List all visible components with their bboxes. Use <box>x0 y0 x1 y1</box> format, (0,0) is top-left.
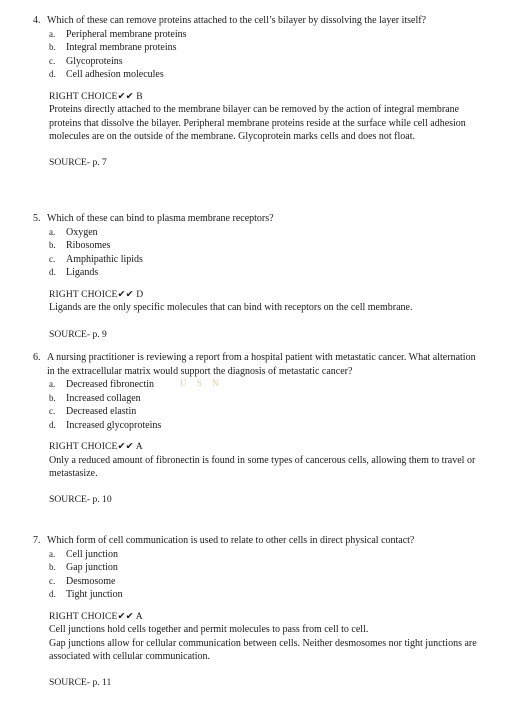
explanation: Proteins directly attached to the membrane bilayer can be removed by the action of integral membrane proteins that dissolve the bilayer. Peripheral membrane proteins reside at the surface while cell adhesion molecules are on the outside of the membrane. Glycoprotein marks cells and does not float. <box>49 104 466 142</box>
option-d: d. Ligands <box>49 267 99 279</box>
source-reference: SOURCE- p. 9 <box>49 328 107 340</box>
question-number: 4. <box>33 15 41 26</box>
option-d: d. Cell adhesion molecules <box>49 69 164 81</box>
options-list <box>33 548 483 602</box>
question-number: 5. <box>33 213 41 224</box>
question-stem <box>33 14 483 28</box>
options-list <box>33 226 483 280</box>
option-a: a. Cell junction <box>49 548 118 560</box>
right-choice: RIGHT CHOICE✔✔ D <box>49 288 144 300</box>
option-a: a. Oxygen <box>49 226 98 238</box>
right-choice: RIGHT CHOICE✔✔ B <box>49 90 143 102</box>
explanation-line-1: Cell junctions hold cells together and permit molecules to pass from cell to cell. <box>49 624 369 636</box>
explanation-line-2: Gap junctions allow for cellular communication between cells. Neither desmosomes nor tight junctions are associated with cellular communication. <box>49 637 477 662</box>
option-a: a. Decreased fibronectin <box>49 379 155 390</box>
explanation: Ligands are the only specific molecules that can bind with receptors on the cell membrane. <box>49 302 413 314</box>
source-reference: SOURCE- p. 10 <box>49 494 112 506</box>
option-b: b. Ribosomes <box>49 240 111 252</box>
option-c: c. Amphipathic lipids <box>49 253 143 265</box>
question-number: 7. <box>33 535 41 546</box>
option-c: c. Desmosome <box>49 575 116 587</box>
watermark: U S N <box>180 378 223 388</box>
question-5 <box>33 212 483 341</box>
source-reference: SOURCE- p. 7 <box>49 157 107 169</box>
option-b: b. Gap junction <box>49 562 118 574</box>
option-b: b. Increased collagen <box>49 392 141 404</box>
question-stem <box>33 351 483 378</box>
question-text: Which form of cell communication is used to relate to other cells in direct physical contact? <box>47 535 415 546</box>
explanation: Only a reduced amount of fibronectin is found in some types of cancerous cells, allowing them to travel or metastasize. <box>49 454 476 480</box>
options-list <box>33 28 483 82</box>
option-d: d. Increased glycoproteins <box>49 419 162 431</box>
question-text: Which of these can remove proteins attached to the cell’s bilayer by dissolving the layer itself? <box>47 15 427 26</box>
question-number: 6. <box>33 352 41 363</box>
option-a: a. Peripheral membrane proteins <box>49 28 187 40</box>
right-choice: RIGHT CHOICE✔✔ A <box>49 610 143 622</box>
option-c: c. Glycoproteins <box>49 55 123 67</box>
option-b: b. Integral membrane proteins <box>49 42 177 54</box>
option-d: d. Tight junction <box>49 589 123 601</box>
question-text: A nursing practitioner is reviewing a report from a hospital patient with metastatic cancer. What alternation in the extracellular matrix would support the diagnosis of metastatic cancer? <box>47 352 476 377</box>
question-7 <box>33 534 483 690</box>
question-text: Which of these can bind to plasma membrane receptors? <box>47 213 274 224</box>
right-choice: RIGHT CHOICE✔✔ A <box>49 441 143 453</box>
option-c: c. Decreased elastin <box>49 406 137 418</box>
question-4 <box>33 14 483 170</box>
question-6 <box>33 351 483 507</box>
source-reference: SOURCE- p. 11 <box>49 677 112 689</box>
options-list <box>33 378 483 432</box>
question-stem <box>33 212 483 226</box>
question-stem <box>33 534 483 548</box>
